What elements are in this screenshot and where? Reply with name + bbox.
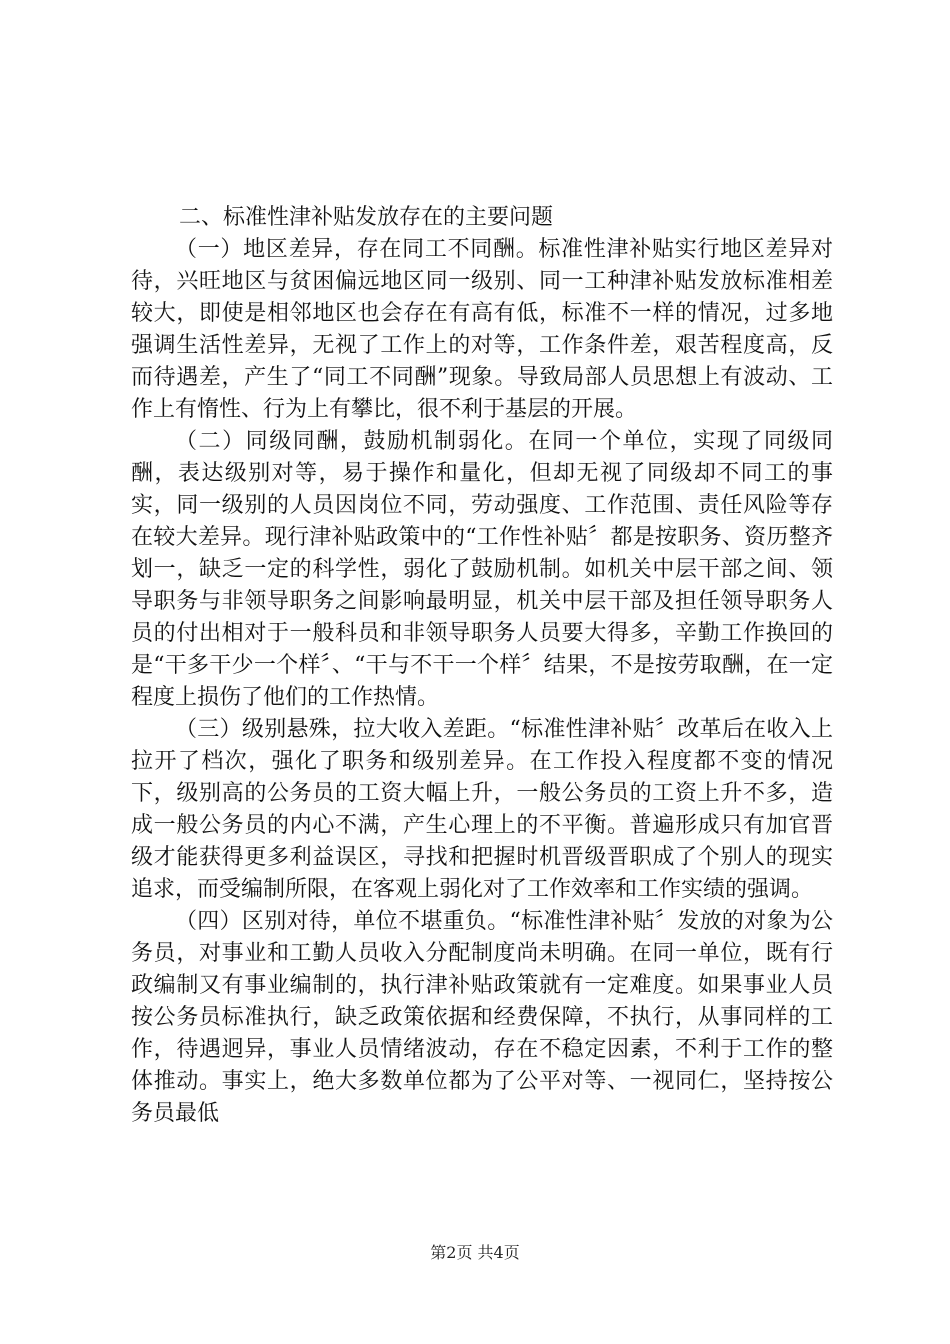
paragraph-level-gap: （三）级别悬殊，拉大收入差距。“标准性津补贴〞改革后在收入上拉开了档次，强化了职务和级别差异。在工作投入程度都不变的情况下，级别高的公务员的工资大幅上升，一般公务员的工资上升不多，造成一般公务员的内心不满，产生心理上的不平衡。普遍形成只有加官晋级才能获得更多利益误区，寻找和把握时机晋级晋职成了个别人的现实追求，而受编制所限，在客观上弱化对了工作效率和工作实绩的强调。 bbox=[131, 717, 833, 902]
paragraph-regional-difference: （一）地区差异，存在同工不同酬。标准性津补贴实行地区差异对待，兴旺地区与贫困偏远地区同一级别、同一工种津补贴发放标准相差较大，即使是相邻地区也会存在有高有低，标准不一样的情况，过多地强调生活性差异，无视了工作上的对等，工作条件差，艰苦程度高，反而待遇差，产生了“同工不同酬”现象。导致局部人员思想上有波动、工作上有惰性、行为上有攀比，很不利于基层的开展。 bbox=[131, 237, 833, 422]
document-body bbox=[131, 202, 833, 1130]
section-heading: 二、标准性津补贴发放存在的主要问题 bbox=[179, 205, 554, 230]
paragraph-differential-treatment: （四）区别对待，单位不堪重负。“标准性津补贴〞发放的对象为公务员，对事业和工勤人员收入分配制度尚未明确。在同一单位，既有行政编制又有事业编制的，执行津补贴政策就有一定难度。如果事业人员按公务员标准执行，缺乏政策依据和经费保障，不执行，从事同样的工作，待遇迥异，事业人员情绪波动，存在不稳定因素，不利于工作的整体推动。事实上，绝大多数单位都为了公平对等、一视同仁，坚持按公务员最低 bbox=[131, 909, 833, 1126]
paragraph-same-level-pay: （二）同级同酬，鼓励机制弱化。在同一个单位，实现了同级同酬，表达级别对等，易于操作和量化，但却无视了同级却不同工的事实，同一级别的人员因岗位不同，劳动强度、工作范围、责任风险等存在较大差异。现行津补贴政策中的“工作性补贴〞都是按职务、资历整齐划一，缺乏一定的科学性，弱化了鼓励机制。如机关中层干部之间、领导职务与非领导职务之间影响最明显，机关中层干部及担任领导职务人员的付出相对于一般科员和非领导职务人员要大得多，辛勤工作换回的是“干多干少一个样〞、“干与不干一个样〞结果，不是按劳取酬，在一定程度上损伤了他们的工作热情。 bbox=[131, 429, 833, 710]
page-footer: 第2页 共4页 bbox=[430, 1243, 520, 1262]
